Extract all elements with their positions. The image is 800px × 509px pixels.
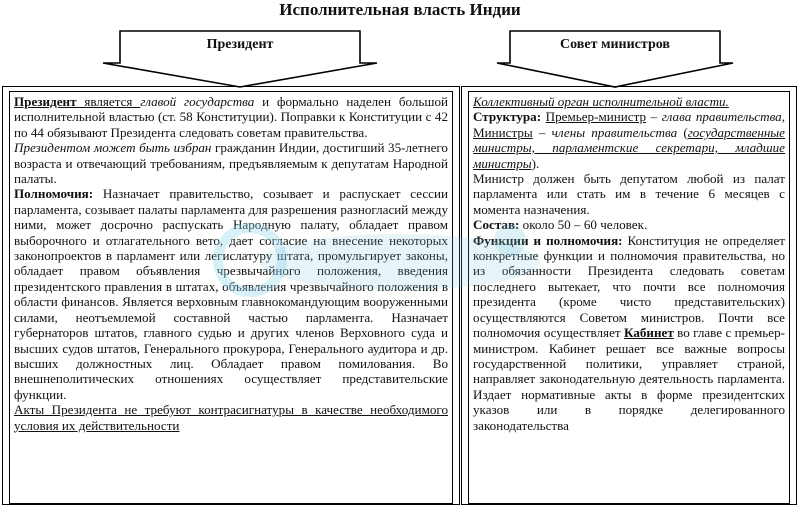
council-structure: Структура: Премьер-министр – глава правительства, Министры – члены правительства (государственные министры, парламентские секретари, младшие министры).	[473, 109, 785, 171]
president-eligibility: Президентом может быть избран гражданин Индии, достигший 35-летнего возраста и отвечающий требованиям, предъявляемым к депутатам Народной палаты.	[14, 140, 448, 187]
president-term: Президент	[14, 94, 77, 109]
cabinet-term: Кабинет	[624, 325, 674, 341]
president-powers: Полномочия: Назначает правительство, созывает и распускает сессии парламента, созывает палаты парламента для разрешения разногласий между ними, может досрочно распускать Народную палату, обладает правом выборочного и отлагательного вето, дает согласие на внесение некоторых законопроектов в парламент или легислатуру штата, промульгирует законы, обладает правом объявления чрезвычайного положения, введения президентского правления в штатах, объявления чрезвычайного положения в области финансов. Является верховным главнокомандующим вооруженными силами, неотъемлемой составной частью парламента. Назначает губернаторов штатов, главного судью и других членов Верховного суда и высших судов штатов, Генерального прокурора, Генерального аудитора и др. высших должностных лиц. Обладает правом помилования. Во внешнеполитических отношениях осуществляет представительские функции.	[14, 186, 448, 402]
president-arrow	[102, 30, 378, 88]
page-title: Исполнительная власть Индии	[279, 0, 521, 19]
head-of-state-term: главой государства	[140, 94, 255, 109]
council-minister-requirement: Министр должен быть депутатом любой из палат парламента или стать им в течение 6 месяцев с момента назначения.	[473, 171, 785, 217]
council-arrow	[496, 30, 734, 88]
council-label: Совет министров	[560, 37, 670, 52]
president-panel	[2, 86, 460, 505]
council-definition: Коллективный орган исполнительной власти.	[473, 94, 729, 109]
president-label: Президент	[206, 37, 274, 52]
council-functions: Функции и полномочия: Конституция не определяет конкретные функции и полномочия правительства, но из обязанности Президента следовать советам последнего вытекает, что почти все полномочия президента (кроме чисто представительских) осуществляются Советом министров. Почти все полномочия осуществляет Кабинет во главе с премьер-министром. Кабинет решает все важные вопросы государственной политики, управляет страной, направляет законодательную деятельность парламента. Издает нормативные акты в форме президентских указов или в порядке делегированного законодательства	[473, 232, 786, 433]
president-definition: Президент является главой государства и формально наделен большой исполнительной властью (ст. 58 Конституции). Поправки к Конституции с 42 по 44 обязывают Президента следовать советам правительства.	[14, 94, 448, 140]
president-acts: Акты Президента не требуют контрасигнатуры в качестве необходимого условия их действительности	[14, 402, 448, 433]
council-panel	[461, 86, 797, 505]
council-composition: Состав: около 50 – 60 человек.	[473, 217, 648, 233]
